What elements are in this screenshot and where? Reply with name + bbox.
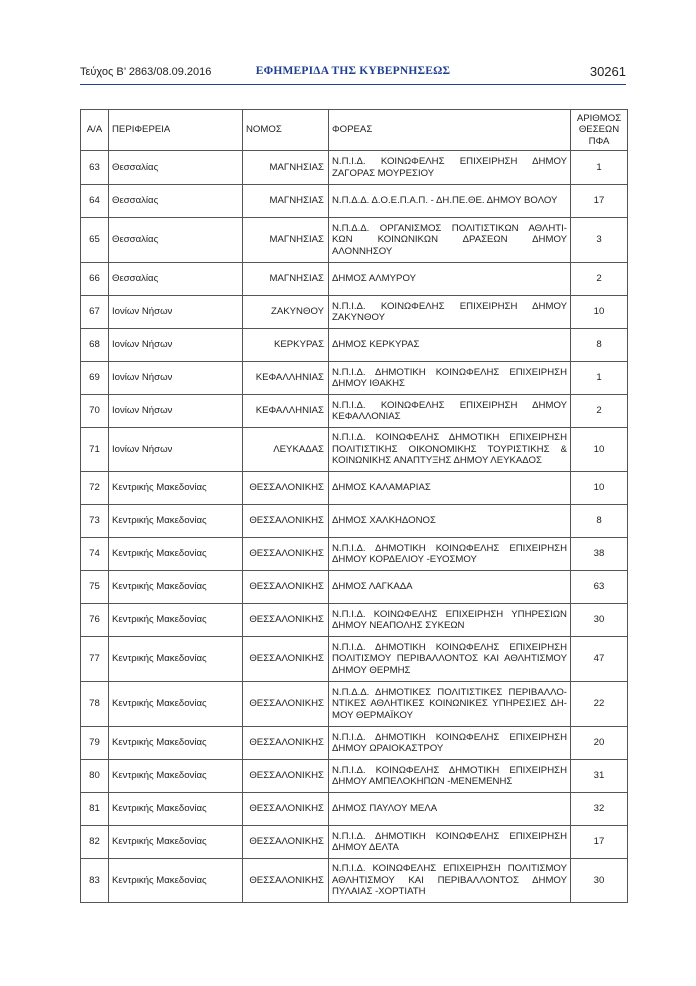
col-header-theseis-line: ΑΡΙΘΜΟΣ: [576, 112, 622, 124]
col-header-theseis-line: ΘΕΣΕΩΝ: [578, 124, 620, 136]
organization-line: Ν.Π.Ι.Δ. ΔΗΜΟΤΙΚΗ ΚΟΙΝΩΦΕΛΗΣ ΕΠΙΧΕΙΡΗΣΗ: [332, 830, 567, 842]
table-row: [81, 637, 628, 682]
positions-count: 1: [571, 151, 628, 185]
prefecture-cell: ΚΕΦΑΛΛΗΝΙΑΣ: [243, 395, 329, 428]
positions-count: 10: [571, 296, 628, 329]
positions-count: 8: [571, 505, 628, 538]
positions-count: 31: [571, 760, 628, 793]
col-header-perifereia: ΠΕΡΙΦΕΡΕΙΑ: [109, 110, 243, 151]
positions-count: 47: [571, 637, 628, 682]
issue-reference: Τεύχος Β’ 2863/08.09.2016: [80, 66, 212, 78]
col-header-aa: Α/Α: [81, 110, 109, 151]
organization-line: ΔΗΜΟΥ ΘΕΡΜΗΣ: [332, 664, 411, 676]
organization-line: ΔΗΜΟΣ ΚΑΛΑΜΑΡΙΑΣ: [332, 482, 431, 494]
row-number: 68: [81, 329, 109, 362]
prefecture-cell: ΜΑΓΝΗΣΙΑΣ: [243, 263, 329, 296]
organization-cell: [329, 538, 571, 571]
positions-count: 1: [571, 362, 628, 395]
organization-line: Ν.Π.Ι.Δ. ΔΗΜΟΤΙΚΗ ΚΟΙΝΩΦΕΛΗΣ ΕΠΙΧΕΙΡΗΣΗ: [332, 542, 567, 554]
prefecture-cell: ΘΕΣΣΑΛΟΝΙΚΗΣ: [243, 682, 329, 727]
region-cell: Ιονίων Νήσων: [109, 296, 243, 329]
page-header: [80, 64, 626, 84]
table-header-row: [81, 110, 628, 151]
prefecture-cell: ΘΕΣΣΑΛΟΝΙΚΗΣ: [243, 793, 329, 826]
positions-count: 63: [571, 571, 628, 604]
region-cell: Κεντρικής Μακεδονίας: [109, 760, 243, 793]
table-row: [81, 505, 628, 538]
organization-cell: [329, 395, 571, 428]
prefecture-cell: ΜΑΓΝΗΣΙΑΣ: [243, 218, 329, 263]
organization-line: ΔΗΜΟΥ ΑΜΠΕΛΟΚΗΠΩΝ -ΜΕΝΕΜΕΝΗΣ: [332, 776, 513, 787]
organization-cell: [329, 637, 571, 682]
row-number: 63: [81, 151, 109, 185]
organization-line: Ν.Π.Ι.Δ. ΚΟΙΝΩΦΕΛΗΣ ΕΠΙΧΕΙΡΗΣΗ ΔΗΜΟΥ: [332, 399, 567, 411]
row-number: 82: [81, 826, 109, 859]
positions-count: 17: [571, 826, 628, 859]
organization-line: ΠΥΛΑΙΑΣ -ΧΟΡΤΙΑΤΗ: [332, 886, 426, 898]
organization-line: ΔΗΜΟΥ ΚΟΡΔΕΛΙΟΥ -ΕΥΟΣΜΟΥ: [332, 554, 477, 565]
col-header-theseis: [571, 110, 628, 151]
organization-line: Ν.Π.Ι.Δ. ΚΟΙΝΩΦΕΛΗΣ ΕΠΙΧΕΙΡΗΣΗ ΔΗΜΟΥ: [332, 300, 567, 312]
row-number: 69: [81, 362, 109, 395]
organization-cell: [329, 826, 571, 859]
organization-line: Ν.Π.Ι.Δ. ΔΗΜΟΤΙΚΗ ΚΟΙΝΩΦΕΛΗΣ ΕΠΙΧΕΙΡΗΣΗ: [332, 641, 567, 653]
prefecture-cell: ΖΑΚΥΝΘΟΥ: [243, 296, 329, 329]
region-cell: Ιονίων Νήσων: [109, 329, 243, 362]
organization-cell: [329, 151, 571, 185]
prefecture-cell: ΚΕΡΚΥΡΑΣ: [243, 329, 329, 362]
positions-count: 3: [571, 218, 628, 263]
organization-line: Ν.Π.Ι.Δ. ΔΗΜΟΤΙΚΗ ΚΟΙΝΩΦΕΛΗΣ ΕΠΙΧΕΙΡΗΣΗ: [332, 731, 567, 743]
row-number: 64: [81, 185, 109, 218]
region-cell: Κεντρικής Μακεδονίας: [109, 505, 243, 538]
organization-cell: [329, 185, 571, 218]
organization-line: ΠΟΛΙΤΙΣΤΙΚΗΣ ΟΙΚΟΝΟΜΙΚΗΣ ΤΟΥΡΙΣΤΙΚΗΣ &: [332, 443, 567, 455]
row-number: 71: [81, 428, 109, 472]
region-cell: Θεσσαλίας: [109, 218, 243, 263]
organization-line: Ν.Π.Ι.Δ. ΚΟΙΝΩΦΕΛΗΣ ΕΠΙΧΕΙΡΗΣΗ ΠΟΛΙΤΙΣΜΟΥ: [332, 863, 567, 875]
organization-line: Ν.Π.Ι.Δ. ΚΟΙΝΩΦΕΛΗΣ ΕΠΙΧΕΙΡΗΣΗ ΔΗΜΟΥ: [332, 156, 567, 167]
region-cell: Κεντρικής Μακεδονίας: [109, 682, 243, 727]
region-cell: Θεσσαλίας: [109, 151, 243, 185]
organization-cell: [329, 472, 571, 505]
organization-line: ΔΗΜΟΥ ΝΕΑΠΟΛΗΣ ΣΥΚΕΩΝ: [332, 620, 465, 631]
organization-line: ΔΗΜΟΥ ΔΕΛΤΑ: [332, 842, 399, 853]
table-row: [81, 263, 628, 296]
table-row: [81, 604, 628, 637]
positions-count: 32: [571, 793, 628, 826]
positions-count: 10: [571, 428, 628, 472]
row-number: 80: [81, 760, 109, 793]
row-number: 70: [81, 395, 109, 428]
row-number: 66: [81, 263, 109, 296]
positions-count: 10: [571, 472, 628, 505]
prefecture-cell: ΜΑΓΝΗΣΙΑΣ: [243, 151, 329, 185]
row-number: 74: [81, 538, 109, 571]
prefecture-cell: ΜΑΓΝΗΣΙΑΣ: [243, 185, 329, 218]
region-cell: Κεντρικής Μακεδονίας: [109, 826, 243, 859]
positions-count: 8: [571, 329, 628, 362]
gazette-title: ΕΦΗΜΕΡΙΔΑ ΤΗΣ ΚΥΒΕΡΝΗΣΕΩΣ: [255, 65, 451, 77]
organization-line: Ν.Π.Δ.Δ. ΟΡΓΑΝΙΣΜΟΣ ΠΟΛΙΤΙΣΤΙΚΩΝ ΑΘΛΗΤΙ-: [332, 222, 567, 234]
prefecture-cell: ΘΕΣΣΑΛΟΝΙΚΗΣ: [243, 538, 329, 571]
table-row: [81, 727, 628, 760]
organization-line: ΚΩΝ ΚΟΙΝΩΝΙΚΩΝ ΔΡΑΣΕΩΝ ΔΗΜΟΥ: [332, 234, 567, 246]
table-row: [81, 793, 628, 826]
organization-cell: [329, 505, 571, 538]
positions-count: 17: [571, 185, 628, 218]
table-row: [81, 571, 628, 604]
organization-line: ΔΗΜΟΥ ΙΘΑΚΗΣ: [332, 378, 405, 389]
table-row: [81, 538, 628, 571]
table-row: [81, 151, 628, 185]
organization-cell: [329, 727, 571, 760]
region-cell: Κεντρικής Μακεδονίας: [109, 727, 243, 760]
organization-cell: [329, 362, 571, 395]
region-cell: Κεντρικής Μακεδονίας: [109, 793, 243, 826]
organization-line: Ν.Π.Ι.Δ. ΚΟΙΝΩΦΕΛΗΣ ΕΠΙΧΕΙΡΗΣΗ ΥΠΗΡΕΣΙΩΝ: [332, 608, 567, 620]
row-number: 65: [81, 218, 109, 263]
organization-line: ΔΗΜΟΣ ΚΕΡΚΥΡΑΣ: [332, 339, 420, 351]
positions-count: 20: [571, 727, 628, 760]
region-cell: Κεντρικής Μακεδονίας: [109, 859, 243, 903]
prefecture-cell: ΘΕΣΣΑΛΟΝΙΚΗΣ: [243, 571, 329, 604]
organization-line: ΠΟΛΙΤΙΣΜΟΥ ΠΕΡΙΒΑΛΛΟΝΤΟΣ ΚΑΙ ΑΘΛΗΤΙΣΜΟΥ: [332, 653, 567, 665]
table-row: [81, 329, 628, 362]
row-number: 78: [81, 682, 109, 727]
organization-cell: [329, 760, 571, 793]
positions-count: 38: [571, 538, 628, 571]
row-number: 72: [81, 472, 109, 505]
table-body: [81, 151, 628, 903]
prefecture-cell: ΚΕΦΑΛΛΗΝΙΑΣ: [243, 362, 329, 395]
table-row: [81, 760, 628, 793]
region-cell: Θεσσαλίας: [109, 263, 243, 296]
row-number: 73: [81, 505, 109, 538]
table-row: [81, 859, 628, 903]
organization-cell: [329, 682, 571, 727]
prefecture-cell: ΘΕΣΣΑΛΟΝΙΚΗΣ: [243, 760, 329, 793]
organization-line: ΔΗΜΟΥ ΩΡΑΙΟΚΑΣΤΡΟΥ: [332, 743, 444, 754]
table-row: [81, 362, 628, 395]
row-number: 79: [81, 727, 109, 760]
organization-line: ΔΗΜΟΣ ΧΑΛΚΗΔΟΝΟΣ: [332, 515, 436, 527]
organization-line: Ν.Π.Ι.Δ. ΚΟΙΝΩΦΕΛΗΣ ΔΗΜΟΤΙΚΗ ΕΠΙΧΕΙΡΗΣΗ: [332, 764, 567, 776]
prefecture-cell: ΘΕΣΣΑΛΟΝΙΚΗΣ: [243, 859, 329, 903]
region-cell: Ιονίων Νήσων: [109, 428, 243, 472]
organization-line: ΖΑΚΥΝΘΟΥ: [332, 312, 385, 323]
organization-line: ΚΕΦΑΛΛΟΝΙΑΣ: [332, 411, 401, 422]
organization-line: Ν.Π.Ι.Δ. ΔΗΜΟΤΙΚΗ ΚΟΙΝΩΦΕΛΗΣ ΕΠΙΧΕΙΡΗΣΗ: [332, 366, 567, 378]
organization-line: Ν.Π.Δ.Δ. ΔΗΜΟΤΙΚΕΣ ΠΟΛΙΤΙΣΤΙΚΕΣ ΠΕΡΙΒΑΛΛΟ-: [332, 686, 567, 698]
region-cell: Κεντρικής Μακεδονίας: [109, 637, 243, 682]
positions-count: 2: [571, 395, 628, 428]
region-cell: Κεντρικής Μακεδονίας: [109, 571, 243, 604]
organization-cell: [329, 296, 571, 329]
prefecture-cell: ΘΕΣΣΑΛΟΝΙΚΗΣ: [243, 826, 329, 859]
organization-line: ΔΗΜΟΣ ΑΛΜΥΡΟΥ: [332, 273, 417, 285]
region-cell: Ιονίων Νήσων: [109, 362, 243, 395]
table-row: [81, 185, 628, 218]
prefecture-cell: ΛΕΥΚΑΔΑΣ: [243, 428, 329, 472]
row-number: 83: [81, 859, 109, 903]
table-row: [81, 296, 628, 329]
organization-cell: [329, 218, 571, 263]
prefecture-cell: ΘΕΣΣΑΛΟΝΙΚΗΣ: [243, 604, 329, 637]
positions-count: 30: [571, 604, 628, 637]
table-row: [81, 395, 628, 428]
organization-line: Ν.Π.Ι.Δ. ΚΟΙΝΩΦΕΛΗΣ ΔΗΜΟΤΙΚΗ ΕΠΙΧΕΙΡΗΣΗ: [332, 432, 567, 444]
organization-cell: [329, 263, 571, 296]
organization-line: Ν.Π.Δ.Δ. Δ.Ο.Ε.Π.Α.Π. - ΔΗ.ΠΕ.ΘΕ. ΔΗΜΟΥ ΒΟΛΟΥ: [332, 195, 558, 207]
col-header-nomos: ΝΟΜΟΣ: [243, 110, 329, 151]
organization-line: ΑΛΟΝΝΗΣΟΥ: [332, 245, 393, 257]
region-cell: Θεσσαλίας: [109, 185, 243, 218]
table-row: [81, 472, 628, 505]
organization-cell: [329, 793, 571, 826]
organization-line: ΔΗΜΟΣ ΛΑΓΚΑΔΑ: [332, 581, 413, 593]
col-header-theseis-line: ΠΦΑ: [588, 135, 610, 147]
prefecture-cell: ΘΕΣΣΑΛΟΝΙΚΗΣ: [243, 727, 329, 760]
row-number: 76: [81, 604, 109, 637]
table-row: [81, 218, 628, 263]
positions-count: 2: [571, 263, 628, 296]
header-rule: [80, 84, 626, 85]
region-cell: Κεντρικής Μακεδονίας: [109, 604, 243, 637]
organization-line: ΚΟΙΝΩΝΙΚΗΣ ΑΝΑΠΤΥΞΗΣ ΔΗΜΟΥ ΛΕΥΚΑΔΟΣ: [332, 455, 542, 467]
organization-cell: [329, 604, 571, 637]
row-number: 75: [81, 571, 109, 604]
region-cell: Κεντρικής Μακεδονίας: [109, 538, 243, 571]
positions-count: 30: [571, 859, 628, 903]
prefecture-cell: ΘΕΣΣΑΛΟΝΙΚΗΣ: [243, 637, 329, 682]
organization-cell: [329, 428, 571, 472]
table-row: [81, 826, 628, 859]
prefecture-cell: ΘΕΣΣΑΛΟΝΙΚΗΣ: [243, 472, 329, 505]
organization-line: ΝΤΙΚΕΣ ΑΘΛΗΤΙΚΕΣ ΚΟΙΝΩΝΙΚΕΣ ΥΠΗΡΕΣΙΕΣ ΔΗ-: [332, 698, 567, 710]
table-row: [81, 428, 628, 472]
positions-table: [80, 109, 628, 903]
organization-line: ΜΟΥ ΘΕΡΜΑΪΚΟΥ: [332, 709, 414, 721]
row-number: 67: [81, 296, 109, 329]
organization-cell: [329, 571, 571, 604]
table-row: [81, 682, 628, 727]
organization-line: ΖΑΓΟΡΑΣ ΜΟΥΡΕΣΙΟΥ: [332, 167, 435, 179]
page-number: 30261: [589, 64, 626, 79]
row-number: 77: [81, 637, 109, 682]
row-number: 81: [81, 793, 109, 826]
prefecture-cell: ΘΕΣΣΑΛΟΝΙΚΗΣ: [243, 505, 329, 538]
organization-line: ΔΗΜΟΣ ΠΑΥΛΟΥ ΜΕΛΑ: [332, 803, 438, 815]
positions-count: 22: [571, 682, 628, 727]
organization-cell: [329, 859, 571, 903]
organization-cell: [329, 329, 571, 362]
organization-line: ΑΘΛΗΤΙΣΜΟΥ ΚΑΙ ΠΕΡΙΒΑΛΛΟΝΤΟΣ ΔΗΜΟΥ: [332, 874, 567, 886]
region-cell: Ιονίων Νήσων: [109, 395, 243, 428]
region-cell: Κεντρικής Μακεδονίας: [109, 472, 243, 505]
col-header-foreas: ΦΟΡΕΑΣ: [329, 110, 571, 151]
